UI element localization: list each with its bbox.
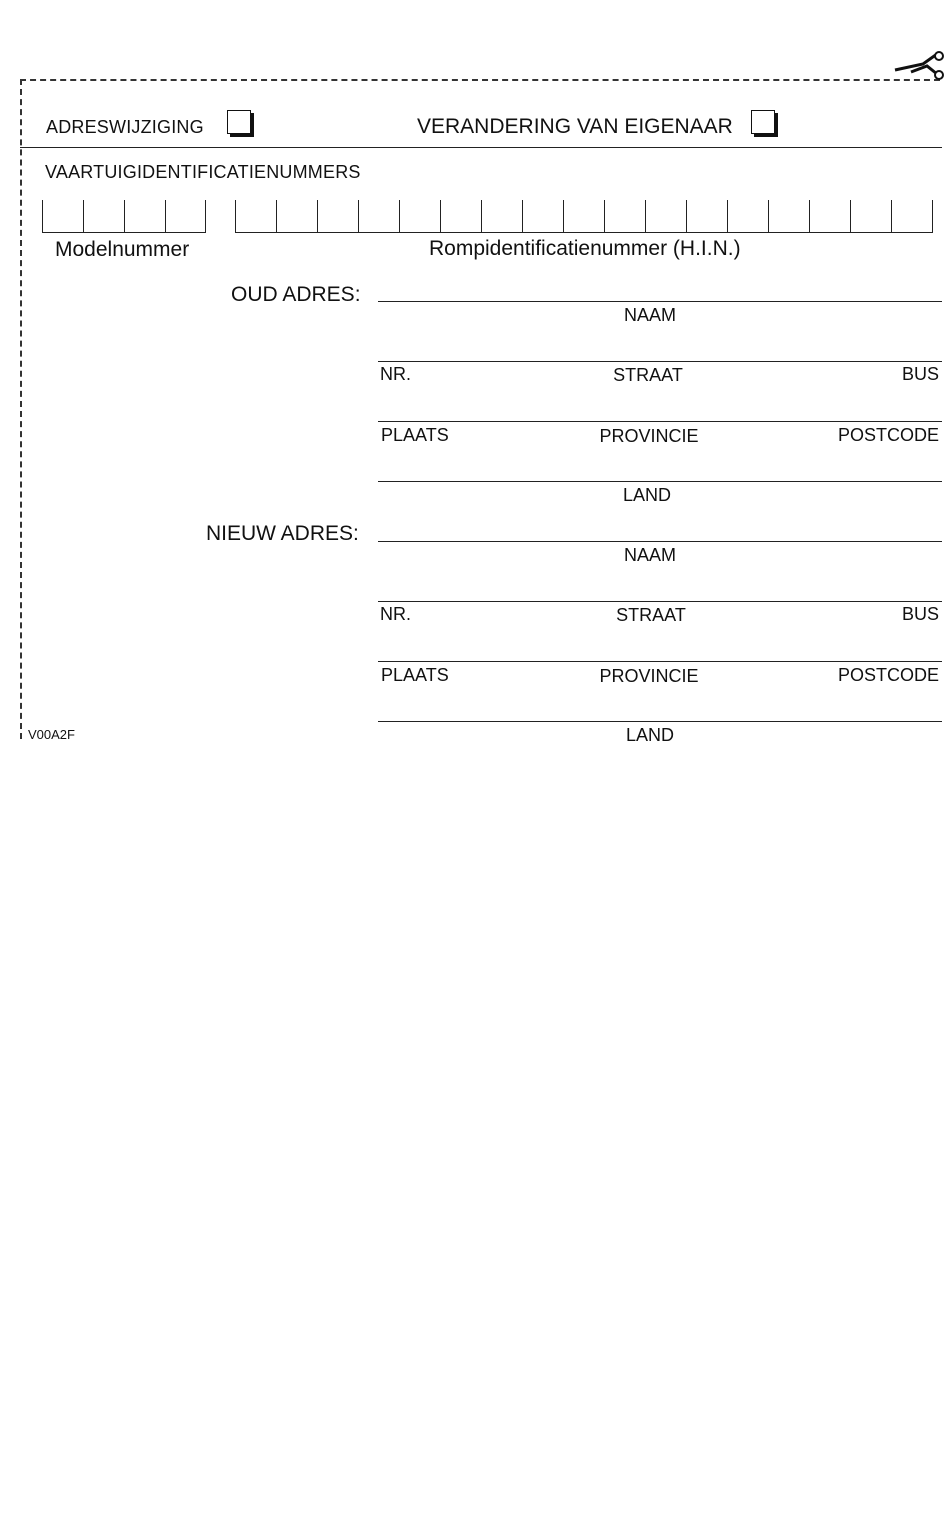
hin-box[interactable] — [440, 200, 481, 232]
cut-line-top — [20, 79, 940, 81]
old-street-label: STRAAT — [613, 365, 683, 385]
old-nr-label: NR. — [380, 364, 411, 384]
new-postcode-label: POSTCODE — [837, 665, 939, 685]
hin-box[interactable] — [522, 200, 563, 232]
owner-change-label: VERANDERING VAN EIGENAAR — [417, 115, 733, 138]
hin-box[interactable] — [727, 200, 768, 232]
new-name-line[interactable] — [378, 541, 942, 542]
hin-box[interactable] — [645, 200, 686, 232]
model-number-box[interactable] — [124, 200, 165, 232]
model-number-label: Modelnummer — [55, 238, 190, 261]
hin-box[interactable] — [686, 200, 727, 232]
old-place-line[interactable] — [378, 421, 942, 422]
hin-box[interactable] — [235, 200, 276, 232]
old-address-title: OUD ADRES: — [231, 283, 361, 306]
form-code: V00A2F — [28, 727, 75, 742]
cut-line-left — [20, 79, 22, 739]
old-country-line[interactable] — [378, 481, 942, 482]
new-place-label: PLAATS — [381, 665, 449, 685]
hin-box[interactable] — [891, 200, 933, 232]
address-change-label: ADRESWIJZIGING — [46, 117, 204, 137]
old-bus-label: BUS — [901, 364, 939, 384]
hin-box[interactable] — [604, 200, 645, 232]
hin-box[interactable] — [276, 200, 317, 232]
hin-box[interactable] — [809, 200, 850, 232]
old-province-label: PROVINCIE — [599, 426, 699, 446]
new-nr-label: NR. — [380, 604, 411, 624]
new-country-label: LAND — [625, 725, 674, 745]
hin-box[interactable] — [850, 200, 891, 232]
new-country-line[interactable] — [378, 721, 942, 722]
hin-box[interactable] — [563, 200, 604, 232]
hin-boxes[interactable] — [235, 200, 933, 233]
header-separator — [20, 147, 942, 148]
new-bus-label: BUS — [901, 604, 939, 624]
hin-box[interactable] — [399, 200, 440, 232]
old-street-line[interactable] — [378, 361, 942, 362]
old-name-label: NAAM — [623, 305, 676, 325]
hin-box[interactable] — [768, 200, 809, 232]
new-name-label: NAAM — [623, 545, 676, 565]
model-number-box[interactable] — [165, 200, 206, 232]
new-street-line[interactable] — [378, 601, 942, 602]
new-place-line[interactable] — [378, 661, 942, 662]
model-number-boxes[interactable] — [42, 200, 206, 233]
old-place-label: PLAATS — [381, 425, 449, 445]
old-name-line[interactable] — [378, 301, 942, 302]
model-number-box[interactable] — [83, 200, 124, 232]
old-country-label: LAND — [622, 485, 671, 505]
hin-box[interactable] — [481, 200, 522, 232]
new-street-label: STRAAT — [616, 605, 686, 625]
hin-box[interactable] — [317, 200, 358, 232]
hin-box[interactable] — [358, 200, 399, 232]
new-province-label: PROVINCIE — [599, 666, 699, 686]
new-address-title: NIEUW ADRES: — [206, 522, 359, 545]
address-change-checkbox[interactable] — [227, 110, 251, 134]
owner-change-checkbox[interactable] — [751, 110, 775, 134]
model-number-box[interactable] — [42, 200, 83, 232]
scissors-icon — [893, 50, 945, 82]
identification-section-title: VAARTUIGIDENTIFICATIENUMMERS — [45, 162, 361, 182]
hin-label: Rompidentificatienummer (H.I.N.) — [429, 237, 741, 260]
old-postcode-label: POSTCODE — [837, 425, 939, 445]
